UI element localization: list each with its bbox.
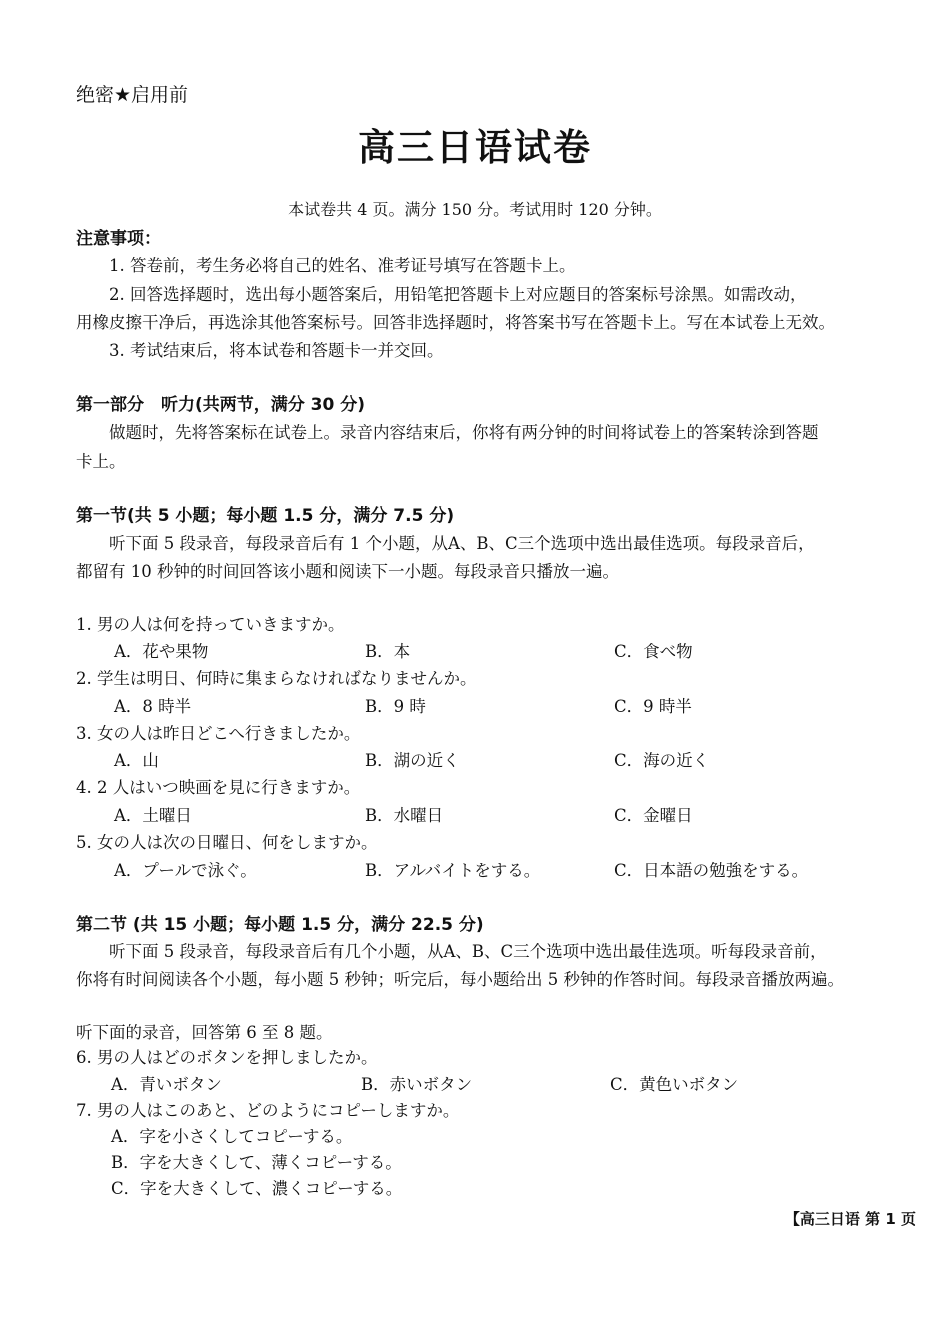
question-7: 7. 男の人はこのあと、どのようにコピーしますか。	[76, 1101, 460, 1120]
question-2-option-c: C．9 時半	[614, 697, 692, 716]
question-6: 6. 男の人はどのボタンを押しましたか。	[76, 1048, 378, 1067]
question-2-option-b: B．9 時	[365, 697, 426, 716]
section1-heading: 第一节(共 5 小题；每小题 1.5 分，满分 7.5 分)	[76, 506, 455, 526]
question-5-option-b: B．アルバイトをする。	[365, 861, 541, 880]
question-5-option-a: A．プールで泳ぐ。	[114, 861, 257, 880]
section1-intro-line-1: 听下面 5 段录音，每段录音后有 1 个小题，从A、B、C三个选项中选出最佳选项。每段录音后，	[109, 534, 815, 553]
question-6-option-a: A．青いボタン	[111, 1075, 222, 1094]
question-5-option-c: C．日本語の勉強をする。	[614, 861, 809, 880]
notes-heading: 注意事项：	[76, 229, 161, 249]
question-3-option-c: C．海の近く	[614, 751, 710, 770]
question-5: 5. 女の人は次の日曜日、何をしますか。	[76, 833, 378, 852]
question-2: 2. 学生は明日、何時に集まらなければなりませんか。	[76, 669, 477, 688]
exam-info: 本试卷共 4 页。满分 150 分。考试用时 120 分钟。	[288, 200, 662, 219]
question-7-option-b: B．字を大きくして、薄くコピーする。	[111, 1153, 402, 1172]
question-3-option-a: A．山	[114, 751, 159, 770]
question-2-option-a: A．8 時半	[114, 697, 192, 716]
section1-intro-line-2: 都留有 10 秒钟的时间回答该小题和阅读下一小题。每段录音只播放一遍。	[76, 562, 619, 581]
question-1-option-c: C．食べ物	[614, 642, 693, 661]
notes-item-3: 3. 考试结束后，将本试卷和答题卡一并交回。	[109, 341, 444, 360]
part1-intro-line-2: 卡上。	[76, 452, 126, 471]
question-1-option-b: B．本	[365, 642, 411, 661]
question-6-option-c: C．黄色いボタン	[610, 1075, 739, 1094]
question-1-option-a: A．花や果物	[114, 642, 209, 661]
section2-intro-line-2: 你将有时间阅读各个小题，每小题 5 秒钟；听完后，每小题给出 5 秒钟的作答时间。每段录音播放两遍。	[76, 970, 844, 989]
question-7-option-c: C．字を大きくして、濃くコピーする。	[111, 1179, 403, 1198]
section2-intro-line-1: 听下面 5 段录音，每段录音后有几个小题，从A、B、C三个选项中选出最佳选项。听每段录音前，	[109, 942, 827, 961]
notes-item-2-line-1: 2. 回答选择题时，选出每小题答案后，用铅笔把答题卡上对应题目的答案标号涂黑。如需改动，	[109, 285, 807, 304]
page-title: 高三日语试卷	[358, 126, 592, 169]
part1-heading: 第一部分 听力(共两节，满分 30 分)	[76, 395, 366, 415]
section2-heading: 第二节 (共 15 小题；每小题 1.5 分，满分 22.5 分)	[76, 915, 484, 935]
part1-intro-line-1: 做题时，先将答案标在试卷上。录音内容结束后，你将有两分钟的时间将试卷上的答案转涂到答题	[109, 423, 819, 442]
question-4: 4. 2 人はいつ映画を見に行きますか。	[76, 778, 361, 797]
question-4-option-a: A．土曜日	[114, 806, 192, 825]
confidential-label: 绝密★启用前	[76, 84, 189, 106]
question-7-option-a: A．字を小さくしてコピーする。	[111, 1127, 353, 1146]
question-4-option-c: C．金曜日	[614, 806, 693, 825]
question-4-option-b: B．水曜日	[365, 806, 444, 825]
question-6-option-b: B．赤いボタン	[361, 1075, 473, 1094]
group-intro: 听下面的录音，回答第 6 至 8 题。	[76, 1023, 333, 1042]
question-3-option-b: B．湖の近く	[365, 751, 460, 770]
question-1: 1. 男の人は何を持っていきますか。	[76, 615, 345, 634]
question-3: 3. 女の人は昨日どこへ行きましたか。	[76, 724, 361, 743]
page-footer: 【高三日语 第 1 页	[784, 1210, 916, 1228]
notes-item-1: 1. 答卷前，考生务必将自己的姓名、准考证号填写在答题卡上。	[109, 256, 576, 275]
notes-item-2-line-2: 用橡皮擦干净后，再选涂其他答案标号。回答非选择题时，将答案书写在答题卡上。写在本试卷上无效。	[76, 313, 835, 332]
